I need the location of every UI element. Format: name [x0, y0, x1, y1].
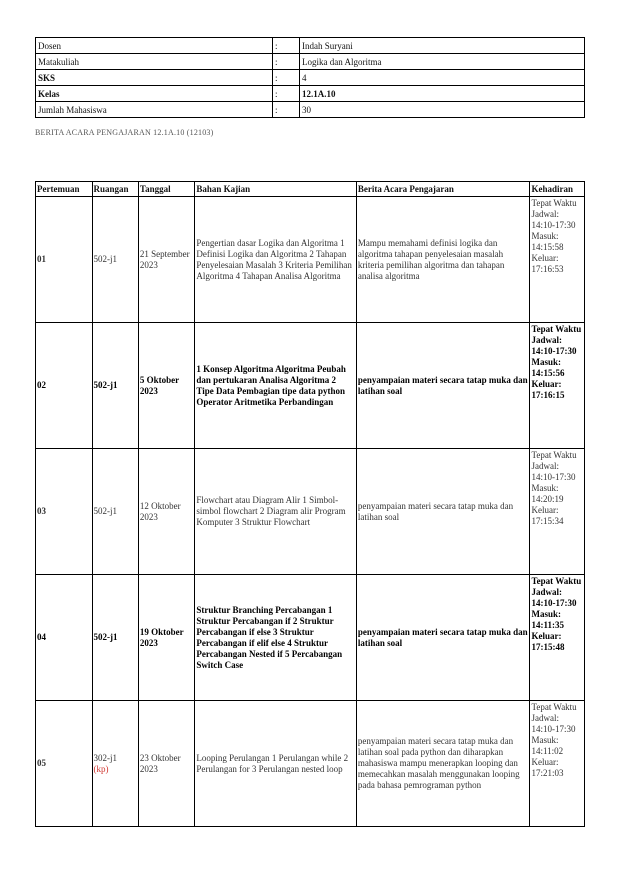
cell-kehadiran: Tepat Waktu Jadwal: 14:10-17:30 Masuk: 14:11:35 Keluar: 17:15:48	[530, 575, 585, 701]
cell-berita-acara: Mampu memahami definisi logika dan algoritma tahapan penyelesaian masalah kriteria pemilihan algoritma dan tahapan analisa algoritma	[356, 197, 530, 323]
info-label: Matakuliah	[36, 54, 273, 70]
header-pertemuan: Pertemuan	[36, 182, 93, 197]
cell-berita-acara: penyampaian materi secara tatap muka dan latihan soal	[356, 575, 530, 701]
cell-ruangan	[92, 197, 138, 323]
cell-pertemuan: 02	[36, 323, 93, 449]
table-row	[36, 575, 585, 701]
info-value: 4	[300, 70, 585, 86]
info-row	[36, 38, 585, 54]
teaching-report-table	[35, 181, 585, 827]
info-value: 30	[300, 102, 585, 118]
cell-pertemuan: 05	[36, 701, 93, 827]
cell-tanggal: 19 Oktober 2023	[138, 575, 195, 701]
cell-berita-acara: penyampaian materi secara tatap muka dan latihan soal pada python dan diharapkan mahasiswa mampu menerapkan looping dan memecahkan masalah menggunakan looping pada bahasa pemrograman python	[356, 701, 530, 827]
cell-tanggal: 23 Oktober 2023	[138, 701, 195, 827]
course-info-table	[35, 37, 585, 118]
info-label: SKS	[36, 70, 273, 86]
header-ruangan: Ruangan	[92, 182, 138, 197]
cell-kehadiran: Tepat Waktu Jadwal: 14:10-17:30 Masuk: 14:15:58 Keluar: 17:16:53	[530, 197, 585, 323]
info-value: Indah Suryani	[300, 38, 585, 54]
cell-tanggal: 5 Oktober 2023	[138, 323, 195, 449]
header-tanggal: Tanggal	[138, 182, 195, 197]
info-row	[36, 86, 585, 102]
cell-bahan-kajian: Struktur Branching Percabangan 1 Struktur Percabangan if 2 Struktur Percabangan if else 3 Struktur Percabangan if elif else 4 Struktur Percabangan Nested if 5 Percabangan Switch Case	[195, 575, 356, 701]
table-row	[36, 323, 585, 449]
info-value: 12.1A.10	[300, 86, 585, 102]
cell-kehadiran: Tepat Waktu Jadwal: 14:10-17:30 Masuk: 14:15:56 Keluar: 17:16:15	[530, 323, 585, 449]
room-text: 302-j1	[93, 752, 117, 763]
info-label: Jumlah Mahasiswa	[36, 102, 273, 118]
room-text: 502-j1	[93, 506, 117, 516]
info-separator: :	[273, 38, 300, 54]
cell-bahan-kajian: 1 Konsep Algoritma Algoritma Peubah dan pertukaran Analisa Algoritma 2 Tipe Data Pembagian tipe data python Operator Aritmetika Perbandingan	[195, 323, 356, 449]
room-text: 502-j1	[93, 632, 118, 642]
header-bahan-kajian: Bahan Kajian	[195, 182, 356, 197]
kp-marker: (kp)	[93, 763, 109, 774]
header-kehadiran: Kehadiran	[530, 182, 585, 197]
cell-bahan-kajian: Looping Perulangan 1 Perulangan while 2 Perulangan for 3 Perulangan nested loop	[195, 701, 356, 827]
info-row	[36, 70, 585, 86]
cell-tanggal: 21 September 2023	[138, 197, 195, 323]
info-separator: :	[273, 70, 300, 86]
table-row	[36, 449, 585, 575]
header-berita-acara: Berita Acara Pengajaran	[356, 182, 530, 197]
room-text: 502-j1	[93, 254, 117, 264]
cell-pertemuan: 04	[36, 575, 93, 701]
info-label: Kelas	[36, 86, 273, 102]
table-row	[36, 197, 585, 323]
info-value: Logika dan Algoritma	[300, 54, 585, 70]
cell-bahan-kajian: Pengertian dasar Logika dan Algoritma 1 Definisi Logika dan Algoritma 2 Tahapan Penyelesaian Masalah 3 Kriteria Pemilihan Algoritma 4 Tahapan Analisa Algoritma	[195, 197, 356, 323]
document-page	[35, 37, 585, 827]
table-row	[36, 701, 585, 827]
info-separator: :	[273, 86, 300, 102]
cell-kehadiran: Tepat Waktu Jadwal: 14:10-17:30 Masuk: 14:11:02 Keluar: 17:21:03	[530, 701, 585, 827]
table-header-row	[36, 182, 585, 197]
cell-ruangan	[92, 575, 138, 701]
info-row	[36, 54, 585, 70]
report-caption: BERITA ACARA PENGAJARAN 12.1A.10 (12103)	[35, 128, 214, 137]
cell-ruangan	[92, 323, 138, 449]
cell-kehadiran: Tepat Waktu Jadwal: 14:10-17:30 Masuk: 14:20:19 Keluar: 17:15:34	[530, 449, 585, 575]
info-separator: :	[273, 102, 300, 118]
cell-pertemuan: 03	[36, 449, 93, 575]
cell-ruangan	[92, 449, 138, 575]
cell-pertemuan: 01	[36, 197, 93, 323]
cell-bahan-kajian: Flowchart atau Diagram Alir 1 Simbol-simbol flowchart 2 Diagram alir Program Komputer 3 Struktur Flowchart	[195, 449, 356, 575]
cell-ruangan	[92, 701, 138, 827]
info-label: Dosen	[36, 38, 273, 54]
info-separator: :	[273, 54, 300, 70]
info-row	[36, 102, 585, 118]
cell-tanggal: 12 Oktober 2023	[138, 449, 195, 575]
cell-berita-acara: penyampaian materi secara tatap muka dan latihan soal	[356, 449, 530, 575]
room-text: 502-j1	[93, 380, 118, 390]
cell-berita-acara: penyampaian materi secara tatap muka dan latihan soal	[356, 323, 530, 449]
